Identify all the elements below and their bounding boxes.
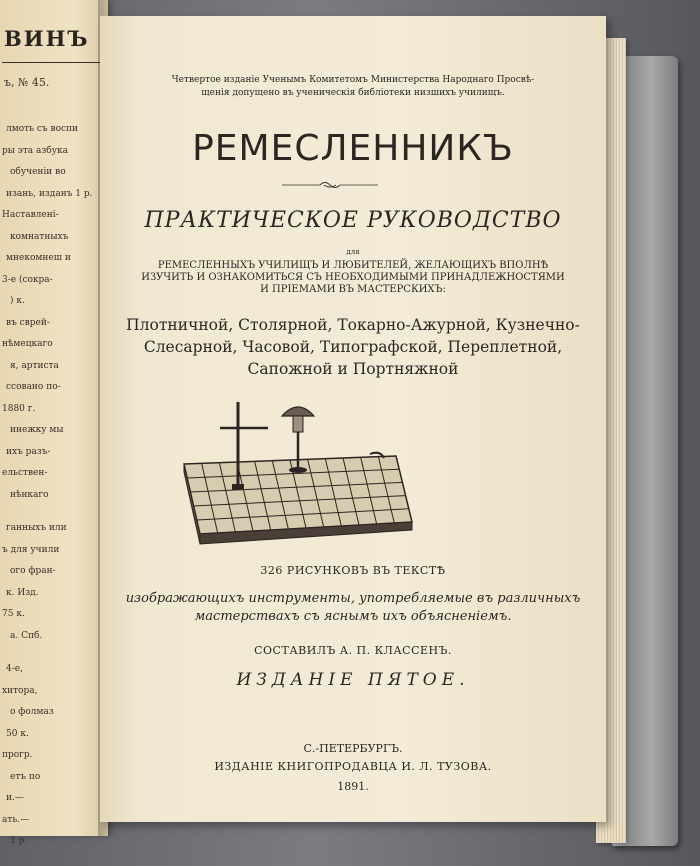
left-page-line: и.— — [6, 793, 24, 803]
left-page-line: Наставлені- — [2, 210, 59, 220]
left-page-line: о фолмаз — [10, 707, 54, 717]
left-page — [0, 0, 108, 846]
for-word: для — [346, 248, 360, 256]
edition-line: ИЗДАНІЕ ПЯТОЕ. — [236, 670, 470, 690]
left-page-line: нѣнкаго — [10, 489, 49, 500]
trades-list — [100, 314, 606, 380]
left-page-line: ого фран- — [10, 566, 56, 576]
left-page-line: 3-е (сокра- — [2, 274, 53, 285]
left-page-line: лмоть съ воспи — [6, 124, 79, 134]
intro-line: ИЗУЧИТЬ И ОЗНАКОМИТЬСЯ СЪ НЕОБХОДИМЫМИ ПРИНАДЛЕЖНОСТЯМИ — [141, 272, 565, 283]
left-page-line: 1880 г. — [2, 403, 36, 414]
book-subtitle: ПРАКТИЧЕСКОЕ РУКОВОДСТВО — [144, 208, 562, 233]
left-page-line: прогр. — [2, 750, 33, 760]
trades-line: Слесарной, Часовой, Типографской, Переплетной, — [143, 338, 563, 356]
left-page-line: изань, изданъ 1 р. — [6, 188, 93, 199]
book-title: РЕМЕСЛЕННИКЪ — [192, 128, 514, 169]
left-page-line: въ сврей- — [6, 317, 50, 328]
ornament-divider — [280, 180, 380, 190]
description-line: мастерствахъ съ яснымъ ихъ объясненіемъ. — [194, 609, 512, 624]
year: 1891. — [337, 780, 369, 793]
left-page-issue: ъ, № 45. — [4, 76, 50, 89]
title-page — [100, 16, 606, 822]
left-page-line: а. Спб. — [10, 630, 43, 641]
left-page-line: ельствен- — [2, 468, 48, 478]
trades-line: Плотничной, Столярной, Токарно-Ажурной, Кузнечно- — [126, 316, 580, 334]
left-page-line: я, артиста — [10, 360, 59, 371]
header-line: Четвертое изданіе Ученымъ Комитетомъ Министерства Народнаго Просвѣ- — [171, 75, 535, 85]
left-page-line: ры эта азбука — [2, 145, 69, 156]
trades-line: Сапожной и Портняжной — [247, 360, 459, 378]
intro-line: И ПРІЕМАМИ ВЪ МАСТЕРСКИХЪ: — [260, 284, 446, 295]
approval-header — [100, 74, 606, 100]
left-page-line: 75 к. — [2, 609, 25, 619]
left-page-line: ссовано по- — [6, 382, 61, 392]
intro-block — [100, 260, 606, 296]
left-page-line: мнекомнеш и — [6, 253, 71, 263]
left-page-line: инежку мы — [10, 425, 64, 435]
left-page-line: ) к. — [10, 296, 25, 306]
left-page-rule — [2, 62, 102, 63]
type-case-illustration — [178, 394, 418, 554]
left-page-line: ать.— — [2, 814, 30, 825]
header-line: щенія допущено въ ученическія библіотеки низшихъ училищъ. — [201, 88, 505, 98]
left-page-line: 1 р. — [10, 836, 28, 846]
left-page-line: ихъ разъ- — [6, 446, 51, 457]
description-line: изображающихъ инструменты, употребляемые въ различныхъ — [125, 591, 581, 606]
left-page-line: к. Изд. — [6, 587, 39, 598]
left-page-line: ганныхъ или — [6, 523, 67, 533]
figure-caption: 326 РИСУНКОВЪ ВЪ ТЕКСТѢ — [260, 564, 446, 577]
intro-line: РЕМЕСЛЕННЫХЪ УЧИЛИЩЪ И ЛЮБИТЕЛЕЙ, ЖЕЛАЮЩИХЪ ВПОЛНѢ — [157, 260, 549, 271]
left-page-line: етъ по — [10, 771, 41, 782]
city: С.-ПЕТЕРБУРГЪ. — [303, 742, 403, 755]
left-page-line: комнатныхъ — [10, 231, 69, 242]
left-page-line: 4-е, — [6, 664, 23, 674]
left-page-line: хитора, — [2, 685, 38, 696]
publisher: ИЗДАНІЕ КНИГОПРОДАВЦА И. Л. ТУЗОВА. — [214, 760, 492, 773]
left-page-line: нѣмецкаго — [2, 339, 53, 349]
left-page-heading: ВИНЪ — [4, 26, 90, 51]
left-page-line: обученіи во — [10, 167, 66, 177]
left-page-line: ъ для учили — [2, 544, 60, 555]
description — [100, 590, 606, 626]
author-line: СОСТАВИЛЪ А. П. КЛАССЕНЪ. — [254, 644, 452, 657]
left-page-line: 50 к. — [6, 728, 29, 739]
